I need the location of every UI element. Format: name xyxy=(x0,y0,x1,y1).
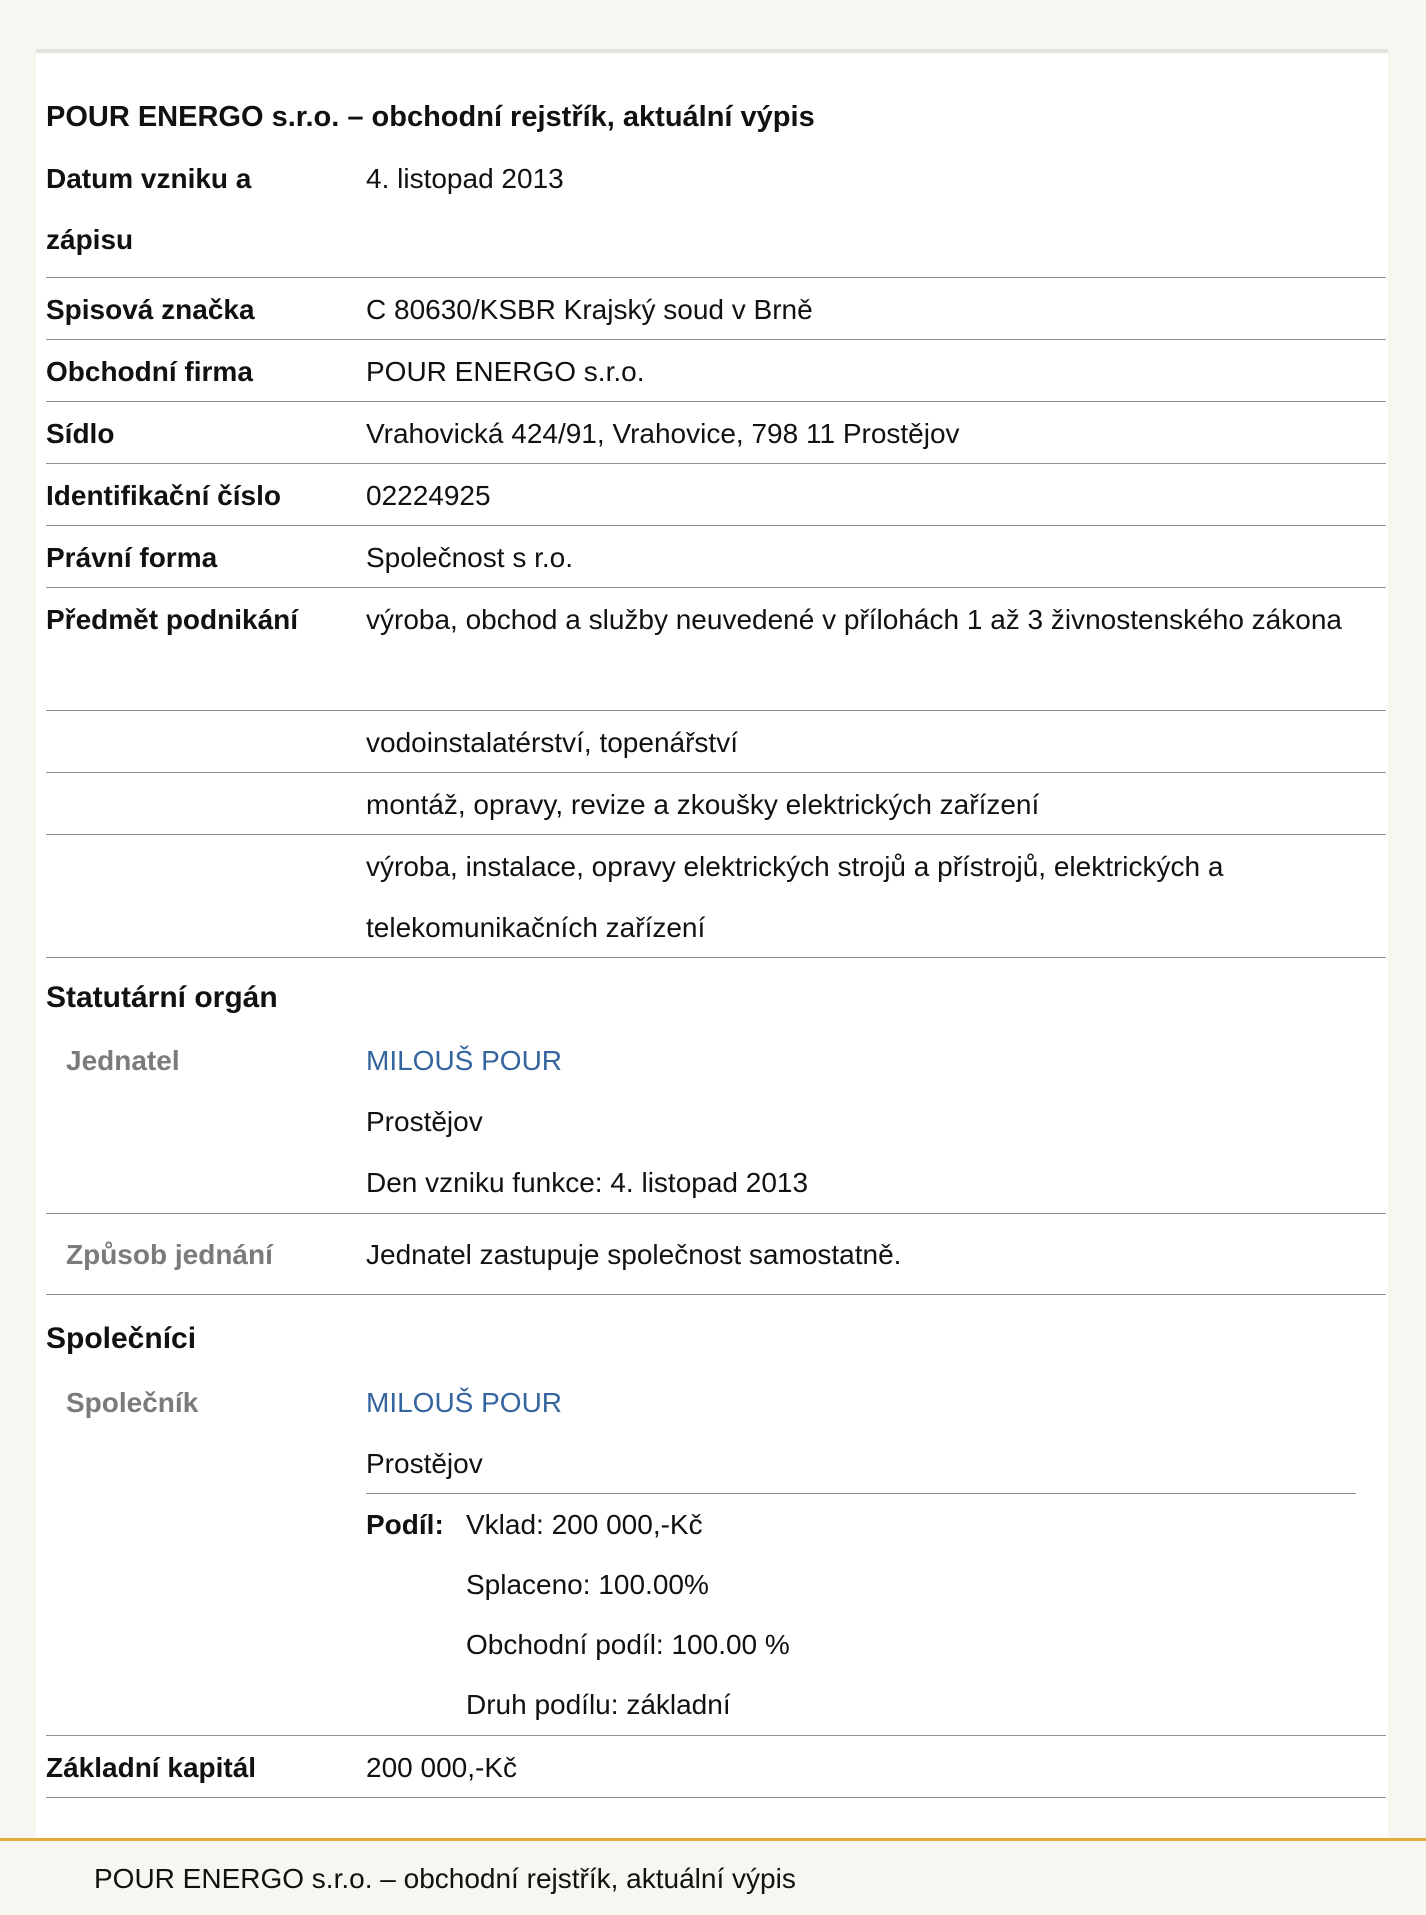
footer-title: POUR ENERGO s.r.o. – obchodní rejstřík, aktuální výpis xyxy=(94,1863,796,1894)
row-label: Sídlo xyxy=(46,418,115,449)
row-label: Spisová značka xyxy=(46,294,255,325)
podil-druh: Druh podílu: základní xyxy=(466,1689,731,1720)
row-jednatel xyxy=(46,1030,1386,1214)
row-predmet-podnikani xyxy=(46,589,1386,711)
row-obchodni-firma xyxy=(46,341,1386,402)
section-heading-statutarni: Statutární orgán xyxy=(46,981,278,1014)
row-ico xyxy=(46,465,1386,526)
function-since: Den vzniku funkce: 4. listopad 2013 xyxy=(366,1167,809,1198)
footer-bar xyxy=(0,1838,1426,1915)
row-value: POUR ENERGO s.r.o. xyxy=(366,356,645,387)
row-sidlo xyxy=(46,403,1386,464)
row-spolecnik xyxy=(46,1372,1386,1736)
row-label: Identifikační číslo xyxy=(46,480,281,511)
row-zpusob-jednani xyxy=(46,1215,1386,1295)
podil-splaceno: Splaceno: 100.00% xyxy=(466,1569,709,1600)
row-value: 02224925 xyxy=(366,480,491,511)
row-label: Obchodní firma xyxy=(46,356,253,387)
row-spisova-znacka xyxy=(46,279,1386,340)
section-heading-spolecnici: Společníci xyxy=(46,1322,197,1355)
row-label: Datum vzniku a zápisu xyxy=(46,163,252,255)
row-label: Společník xyxy=(66,1387,199,1418)
person-city: Prostějov xyxy=(366,1448,483,1479)
row-predmet-item xyxy=(46,836,1386,958)
row-value: 200 000,-Kč xyxy=(366,1752,517,1783)
row-value: Jednatel zastupuje společnost samostatně. xyxy=(366,1239,902,1270)
row-label: Předmět podnikání xyxy=(46,604,299,635)
row-value: Společnost s r.o. xyxy=(366,542,574,573)
row-zakladni-kapital xyxy=(46,1737,1386,1798)
register-extract-panel xyxy=(36,49,1388,1843)
row-predmet-item xyxy=(46,774,1386,835)
podil-vklad: Vklad: 200 000,-Kč xyxy=(466,1509,703,1540)
row-label: Právní forma xyxy=(46,542,218,573)
person-name[interactable]: MILOUŠ POUR xyxy=(366,1045,563,1076)
row-value: 4. listopad 2013 xyxy=(366,163,564,194)
podil-label: Podíl: xyxy=(366,1509,444,1540)
row-value: výroba, instalace, opravy elektrických strojů a přístrojů, elektrických a telekomunikačních zařízení xyxy=(366,851,1224,943)
row-value: výroba, obchod a služby neuvedené v přílohách 1 až 3 živnostenského zákona xyxy=(366,604,1342,635)
row-value: Vrahovická 424/91, Vrahovice, 798 11 Prostějov xyxy=(366,418,960,449)
row-label: Základní kapitál xyxy=(46,1752,257,1783)
row-datum-vzniku xyxy=(46,148,1386,278)
person-link[interactable] xyxy=(366,1030,1376,1091)
row-label: Způsob jednání xyxy=(66,1239,273,1270)
person-city: Prostějov xyxy=(366,1106,483,1137)
podil-obchodni: Obchodní podíl: 100.00 % xyxy=(466,1629,790,1660)
row-value: C 80630/KSBR Krajský soud v Brně xyxy=(366,294,813,325)
row-value: vodoinstalatérství, topenářství xyxy=(366,727,738,758)
row-pravni-forma xyxy=(46,527,1386,588)
row-label: Jednatel xyxy=(66,1045,180,1076)
page-title: POUR ENERGO s.r.o. – obchodní rejstřík, aktuální výpis xyxy=(46,101,815,133)
row-value: montáž, opravy, revize a zkoušky elektrických zařízení xyxy=(366,789,1040,820)
person-name[interactable]: MILOUŠ POUR xyxy=(366,1387,563,1418)
row-predmet-item xyxy=(46,712,1386,773)
person-link[interactable] xyxy=(366,1372,1376,1433)
